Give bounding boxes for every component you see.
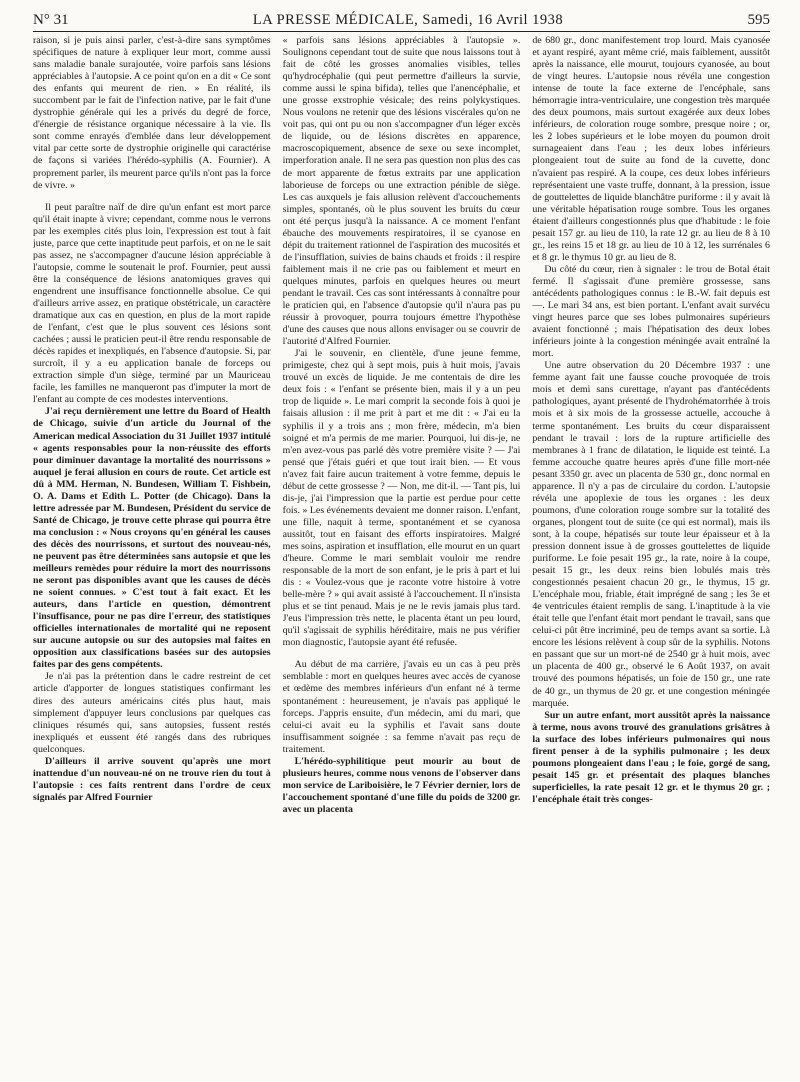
paragraph: « parfois sans lésions appréciables à l'autopsie ». Soulignons cependant tout de suite que nous laissons tout à fait de côté les grosses anomalies visibles, telles qu'hydrocéphalie (qui peut permettre d'ailleurs la survie, comme aussi le spina bifida), telles que l'anencéphalie, et une grosse exstrophie vésicale; des reins polykystiques. Nous voulons ne retenir que des lésions viscérales qu'on ne voit pas, qui ont pu ou non s'accompagner d'un léger excès de liquide, ou de lésions discrètes en apparence, macroscopiquement, absence de sexe ou sexe incomplet, imperforation anale. Il ne sera pas question non plus des cas de mort apparente de fœtus extraits par une application laborieuse de forceps ou une extraction pénible de siège. Les cas auxquels je fais allusion relèvent d'accouchements simples, spontanés, où le plus souvent les bruits du cœur ont été perçus jusqu'à la naissance. A ce moment l'enfant ébauche des mouvements respiratoires, il se cyanose en dépit du traitement rationnel de l'aspiration des mucosités et de l'insufflation, suivies de bains chauds et froids : il respire faiblement mais il ne crie pas ou faiblement et meurt en quelques minutes, parfois en quelques heures ou meurt pendant le travail. Ces cas sont intéressants à connaître pour le praticien qui, en l'absence d'autopsie qu'il n'aura pas pu réussir à provoquer, pourra toujours émettre l'hypothèse d'une des causes que nous allons envisager ou se couvrir de l'autorité d'Alfred Fournier.	[282, 35, 521, 348]
column-1	[33, 35, 271, 1075]
paragraph: J'ai reçu dernièrement une lettre du Board of Health de Chicago, suivie d'un article du Journal of the American medical Association du 31 Juillet 1937 intitulé « agents responsables pour la non-réussite des efforts pour diminuer davantage la mortalité des nourrissons » auquel je ferai allusion en cours de route. Cet article est dû à MM. Herman, N. Bundesen, William T. Fishbein, O. A. Dams et Edith L. Potter (de Chicago). Dans la lettre adressée par M. Bundesen, Président du service de Santé de Chicago, je trouve cette phrase qui pourra être ma conclusion : « Nous croyons qu'en général les causes des décès des nourrissons, et surtout des nouveau-nés, ne peuvent pas être déterminées sans autopsie et que les meilleurs remèdes pour réduire la mort des nourrissons ne seront pas disponibles avant que les causes de décès ne soient connues. » C'est tout à fait exact. Et les auteurs, dans l'article en question, démontrent l'insuffisance, pour ne pas dire l'erreur, des statistiques officielles internationales de mortalité qui ne reposent sur aucune autopsie ou sur des autopsies mal faites en opposition aux classifications basées sur des autopsies faites par des gens compétents.	[33, 406, 271, 671]
paragraph: Il peut paraître naïf de dire qu'un enfant est mort parce qu'il était inapte à vivre; cependant, comme nous le verrons par les exemples cités plus loin, l'expression est tout à fait juste, parce que cette inaptitude peut parfois, et on ne le sait pas assez, ne s'accompagner d'aucune lésion appréciable à l'autopsie, comme le soutenait le prof. Fournier, peut aussi être la conséquence de lésions anatomiques graves qui engendrent une insuffisance fonctionnelle absolue. Ce qui d'ailleurs arrive assez, en pratique obstétricale, un caractère dramatique aux cas en question, en plus de la mort rapide de l'enfant, c'est que le plus souvent ces lésions sont cachées ; aussi le praticien peut-il être rendu responsable de décès rapides et inexpliqués, en l'absence d'autopsie. Si, par surcroît, il y a eu application banale de forceps ou extraction simple d'un siège, terminé par un Mauriceau facile, les familles ne manqueront pas d'imputer la mort de l'enfant au compte de ces modestes interventions.	[33, 201, 271, 406]
page-header	[33, 12, 770, 32]
paragraph: J'ai le souvenir, en clientèle, d'une jeune femme, primigeste, chez qui à sept mois, puis à huit mois, j'avais trouvé un excès de liquide. Je me contentais de dire les deux fois : « l'enfant se présente bien, mais il y a un peu trop de liquide ». Le mari comprit la seconde fois à quoi je faisais allusion : il me prit à part et me dit : « J'ai eu la syphilis il y a trois ans ; mon frère, médecin, m'a bien soigné et m'a permis de me marier. Pourquoi, lui dis-je, ne m'en avez-vous pas parlé dès votre première visite ? — J'ai pensé que j'étais guéri et que tout irait bien. — Et vous n'avez fait faire aucun traitement à votre femme, depuis le début de cette grossesse ? — Non, me dit-il. — Tant pis, lui dis-je, j'ai l'impression que la partie est perdue pour cette fois. » Les événements devaient me donner raison. L'enfant, une fille, naquit à terme, spontanément et se cyanosa aussitôt, tout en faisant des efforts inspiratoires. Malgré mes soins, aspiration et insufflation, elle mourut en un quart d'heure. Comme le mari semblait vouloir me rendre responsable de la mort de son enfant, je le pris à part et lui dis : « Voulez-vous que je raconte votre histoire à votre belle-mère ? » qui avait assisté à l'accouchement. Il n'insista plus et se tint penaud. Mais je ne le revis jamais plus tard. J'eus l'impression très nette, le placenta étant un peu lourd, qu'il s'agissait de syphilis héréditaire, mais ne pus vérifier mon diagnostic, l'autopsie ayant été refusée.	[282, 348, 521, 649]
text-columns	[33, 35, 770, 1075]
page-number: 595	[747, 12, 770, 28]
paragraph: de 680 gr., donc manifestement trop lourd. Mais cyanosée et ayant respiré, ayant même crié, mais faiblement, aussitôt après la naissance, elle mourut, toujours cyanosée, au bout de vingt heures. L'autopsie nous révéla une congestion intense de toute la face externe de l'encéphale, sans hémorragie intra-ventriculaire, une congestion très marquée des deux poumons, mais surtout exagérée aux deux lobes inférieurs, de coloration rouge sombre, presque noire ; or, les 2 lobes supérieurs et le lobe moyen du poumon droit surnageaient dans l'eau ; les deux lobes inférieurs plongeaient tout de suite au fond de la cuvette, donc n'avaient pas respiré. A la coupe, ces deux lobes inférieurs représentaient une vaste truffe, donnant, à la pression, issue de gouttelettes de liquide blanchâtre puriforme : il y avait là une véritable hépatisation rouge sombre. Tous les organes étaient d'ailleurs congestionnés plus que d'habitude : le foie pesait 157 gr. au lieu de 110, la rate 12 gr. au lieu de 8 à 10 gr., les reins 15 et 18 gr. au lieu de 10 à 12, les surrénales 6 et 8 gr. le thymus 10 gr. au lieu de 8.	[532, 35, 770, 263]
column-3	[532, 35, 770, 1075]
paragraph: D'ailleurs il arrive souvent qu'après une mort inattendue d'un nouveau-né on ne trouve rien du tout à l'autopsie : ces faits rentrent dans l'ordre de ceux signalés par Alfred Fournier	[33, 755, 271, 803]
paragraph: Une autre observation du 20 Décembre 1937 : une femme ayant fait une fausse couche provoquée de trois mois et demi sans curettage, n'ayant pas d'antécédents pathologiques, ayant présenté de l'hydrohématorrhée à trois mois et à six mois de la grossesse actuelle, accouche à terme spontanément. Les bruits du cœur disparaissent pendant le travail : lors de la rupture artificielle des membranes à 1 franc de dilatation, le liquide est teinté. La femme accouche quatre heures après d'une fille mort-née pesant 3350 gr. avec un placenta de 530 gr., donc normal en apparence. Il n'y a pas de circulaire du cordon. L'autopsie révéla une apoplexie de tous les organes : les deux poumons, d'une coloration rouge sombre sur la totalité des organes, plongent tout de suite (ce qui est normal), mais ils sont, à la coupe, hépatisés sur toute leur épaisseur et à la pression donnent issue à de grosses gouttelettes de liquide puriforme. Le foie pesait 195 gr., la rate, noire à la coupe, pesait 15 gr., les deux reins bien lobulés mais très congestionnés pesaient chacun 20 gr., le thymus, 15 gr. L'encéphale mou, friable, était imprégné de sang ; les 3e et 4e ventricules étaient remplis de sang. L'inaptitude à la vie était telle que l'enfant était mort pendant le travail, sans que celui-ci pût être incriminé, peu de temps avant sa sortie. Là encore les lésions relèvent à coup sûr de la syphilis. Notons en passant que sur un mort-né de 2540 gr à huit mois, avec un placenta de 400 gr., observé le 6 Août 1937, on avait trouvé des poumons hépatisés, un foie de 150 gr., une rate de 40 gr., un thymus de 20 gr. et une congestion méningée marquée.	[532, 360, 770, 709]
paragraph: Au début de ma carrière, j'avais eu un cas à peu près semblable : mort en quelques heures avec accès de cyanose et œdème des membres inférieurs d'un enfant né à terme spontanément : heureusement, je n'avais pas appliqué le forceps. J'appris ensuite, d'un médecin, ami du mari, que celui-ci avait eu la syphilis et l'avait sans doute insuffisamment soignée : sa femme n'avait pas reçu de traitement.	[282, 659, 521, 755]
paragraph: Du côté du cœur, rien à signaler : le trou de Botal était fermé. Il s'agissait d'une première grossesse, sans antécédents pathologiques connus : le B.-W. fait depuis est —. Le mari 34 ans, est bien portant. L'enfant avait survécu vingt heures parce que ses lobes pulmonaires supérieurs avaient fonctionné ; mais l'hépatisation des deux lobes inférieurs jointe à la congestion méningée avait entraîné la mort.	[532, 263, 770, 360]
paragraph: Sur un autre enfant, mort aussitôt après la naissance à terme, nous avons trouvé des granulations grisâtres à la surface des lobes inférieurs pulmonaires qui nous firent penser à de la syphilis pulmonaire ; les deux poumons plongeaient dans l'eau ; le foie, gorgé de sang, pesait 145 gr. et présentait des plaques blanches superficielles, la rate pesait 12 gr. et le thymus 20 gr. ; l'encéphale était très conges-	[532, 709, 770, 805]
journal-title: LA PRESSE MÉDICALE, Samedi, 16 Avril 1938	[252, 12, 564, 28]
issue-number: N° 31	[33, 12, 69, 28]
column-2	[283, 35, 521, 1075]
paragraph: Je n'ai pas la prétention dans le cadre restreint de cet article d'apporter de longues statistiques confirmant les dires des auteurs américains cités plus haut, mais simplement d'appuyer leurs conclusions par quelques cas cliniques résumés qui, sans autopsies, fussent restés inexpliqués et eussent été rangés dans des rubriques quelconques.	[33, 671, 271, 755]
paragraph: raison, si je puis ainsi parler, c'est-à-dire sans symptômes spécifiques de nature à expliquer leur mort, comme aussi sans maladie banale surajoutée, voire parfois sans lésions appréciables à l'autopsie. A ce point qu'on en a dit « Ce sont des enfants qui meurent de rien. » En réalité, ils succombent par le fait de l'infection native, par le fait d'une dystrophie générale qui les a privés du degré de force, d'énergie de résistance organique nécessaire à la vie. Ils sont comme enrayés d'emblée dans leur développement vital par cette sorte de dystrophie originelle qui caractérise de façons si variées l'hérédo-syphilis (A. Fournier). A proprement parler, ils meurent parce qu'ils n'ont pas la force de vivre. »	[33, 35, 271, 191]
paragraph: L'hérédo-syphilitique peut mourir au bout de plusieurs heures, comme nous venons de l'observer dans mon service de Lariboisière, le 7 Février dernier, lors de l'accouchement spontané d'une fille du poids de 3200 gr. avec un placenta	[282, 755, 521, 815]
